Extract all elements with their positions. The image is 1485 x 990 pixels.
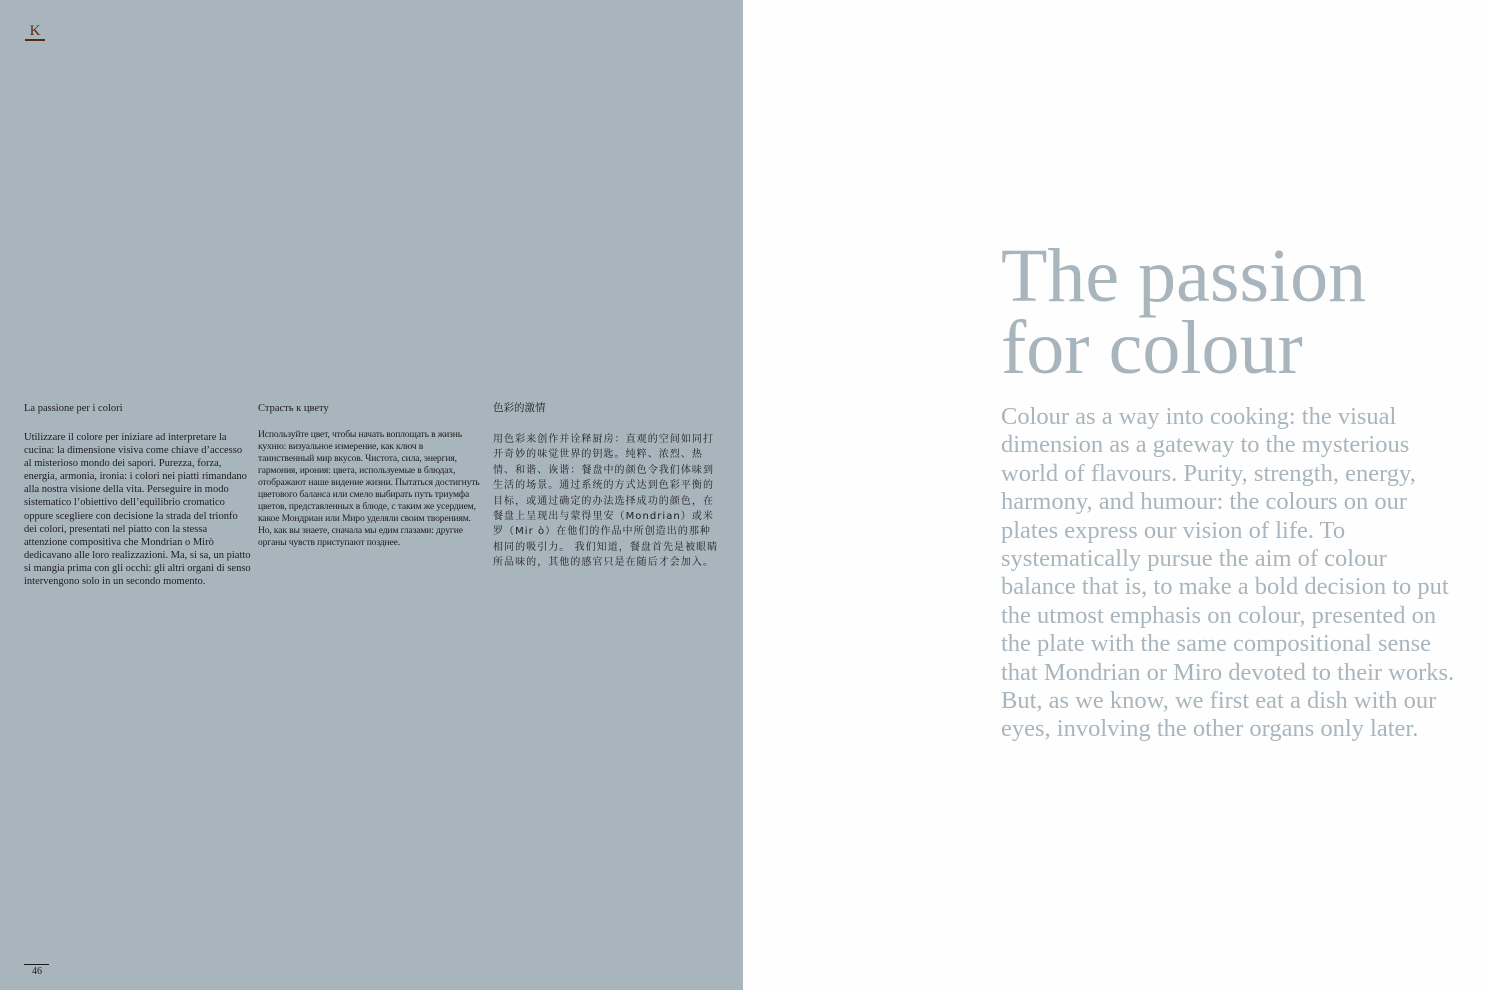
logo-underline — [25, 39, 45, 41]
russian-column — [258, 402, 480, 549]
brand-logo — [24, 24, 46, 44]
chinese-body: 用色彩来创作并诠释厨房：直观的空间如同打开奇妙的味觉世界的钥匙。纯粹、浓烈、热情、和谐、诙谐：餐盘中的颜色令我们体味到生活的场景。通过系统的方式达到色彩平衡的目标，或通过确定的办法选择成功的颜色，在餐盘上呈现出与蒙得里安（Mondrian）或米罗（Mir ò）在他们的作品中所创造出的那种相同的吸引力。 我们知道，餐盘首先是被眼睛所品味的，其他的感官只是在随后才会加入。 — [493, 434, 719, 569]
logo-letter: K — [29, 23, 41, 39]
italian-title: La passione per i colori — [24, 403, 123, 414]
italian-column — [24, 402, 252, 588]
page-number-rule — [24, 964, 49, 965]
headline-line-2: for colour — [1001, 306, 1303, 390]
chinese-title: 色彩的激情 — [493, 403, 546, 414]
headline-line-1: The passion — [1001, 234, 1367, 318]
russian-body: Используйте цвет, чтобы начать воплощать в жизнь кухню: визуальное измерение, как ключ в таинственный мир вкусов. Чистота, сила, энергия, гармония, ирония: цвета, используемые в блюдах, отображают наше видение жизни. Пытаться достигнуть цветового баланса или смело выбирать путь триумфа цветов, представленных в блюде, с таким же усердием, какое Мондриан или Миро уделяли своим творениям. Но, как вы знаете, сначала мы едим глазами: другие органы чувств приступают позднее. — [258, 429, 480, 548]
russian-title: Страсть к цвету — [258, 403, 329, 414]
page-headline — [1001, 234, 1367, 390]
italian-body: Utilizzare il colore per iniziare ad interpretare la cucina: la dimensione visiva come chiave d’accesso al misterioso mondo dei sapori. Purezza, forza, energia, armonia, ironia: i colori nei piatti rimandano alla nostra visione della vita. Perseguire in modo sistematico l’obiettivo dell’equilibrio cromatico oppure scegliere con decisione la strada del trionfo dei colori, presentati nel piatto con la stessa attenzione compositiva che Mondrian o Mirò dedicavano alle loro realizzazioni. Ma, si sa, un piatto si mangia prima con gli occhi: gli altri organi di senso intervengono solo in un secondo momento. — [24, 432, 251, 588]
page-number: 46 — [32, 966, 42, 977]
intro-paragraph: Colour as a way into cooking: the visual dimension as a gateway to the mysterious world of flavours. Purity, strength, energy, harmony, and humour: the colours on our plates express our vision of life. To systematically pursue the aim of colour balance that is, to make a bold decision to put the utmost emphasis on colour, presented on the plate with the same compositional sense that Mondrian or Miro devoted to their works. But, as we know, we first eat a dish with our eyes, involving the other organs only later. — [1001, 403, 1455, 743]
chinese-column — [493, 402, 719, 571]
